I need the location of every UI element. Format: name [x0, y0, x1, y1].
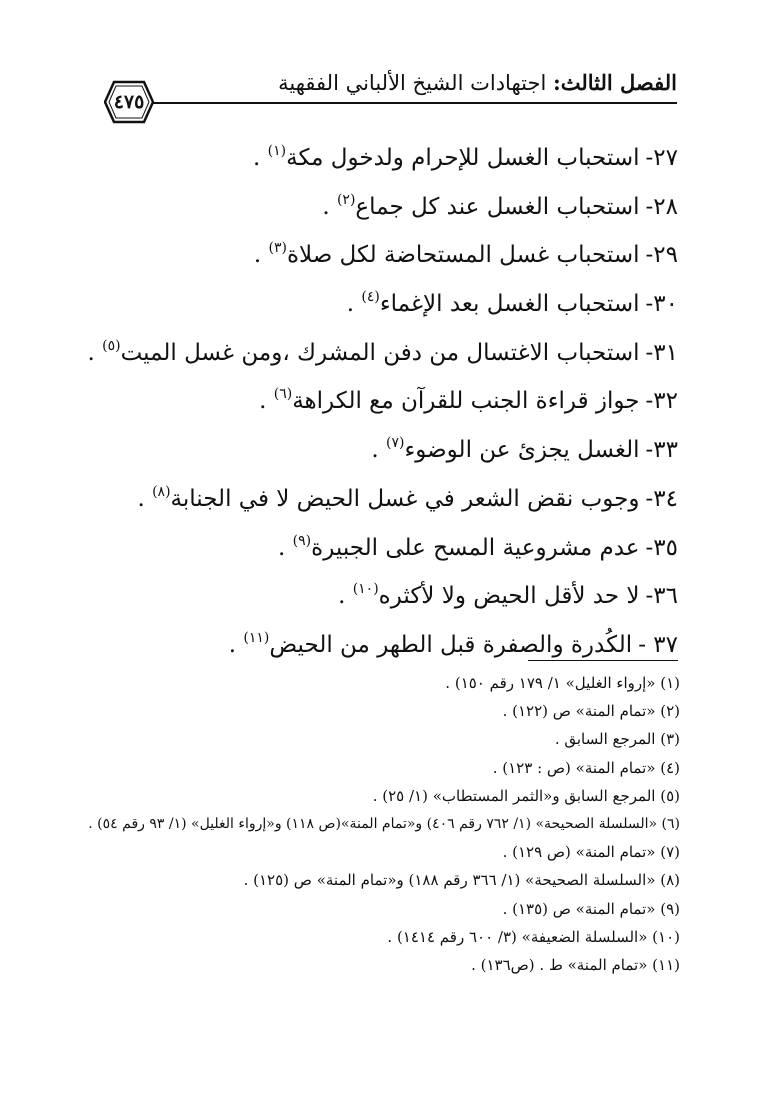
item-number: ٣٥-	[645, 534, 678, 561]
item-number: ٢٩-	[645, 242, 678, 269]
item-end: .	[253, 145, 261, 171]
list-item	[150, 623, 678, 672]
list-item	[137, 477, 678, 526]
item-text: استحباب الغسل للإحرام ولدخول مكة	[286, 145, 640, 171]
footnote: (٦) «السلسلة الصحيحة» (١/ ٧٦٢ رقم ٤٠٦) و«تمام المنة»(ص ١١٨) و«إرواء الغليل» (١/ ٩٣ رقم ٥٤) .	[88, 815, 680, 832]
item-number: ٣١-	[645, 339, 678, 366]
header-title	[278, 68, 677, 98]
footnote: (٢) «تمام المنة» ص (١٢٢) .	[502, 702, 680, 721]
item-text: الكُدرة والصفرة قبل الطهر من الحيض	[269, 631, 633, 658]
footnote-ref: (٧)	[385, 435, 405, 452]
item-number: ٣٤-	[645, 485, 678, 512]
rulings-list	[87, 136, 678, 672]
page-number-badge	[104, 80, 154, 124]
footnote-ref: (٣)	[268, 240, 287, 257]
item-end: .	[346, 291, 355, 318]
item-end: .	[137, 485, 145, 512]
footnote-ref: (١٠)	[352, 581, 379, 598]
footnote-ref: (١)	[267, 143, 287, 160]
item-number: ٣٦-	[645, 583, 678, 610]
footnotes	[88, 669, 680, 979]
footnote: (١١) «تمام المنة» ط . (ص١٣٦) .	[471, 955, 680, 974]
item-end: .	[259, 388, 267, 415]
item-end: .	[253, 242, 262, 269]
item-text: استحباب غسل المستحاضة لكل صلاة	[286, 242, 640, 269]
footnote-ref: (٨)	[152, 484, 171, 501]
item-end: .	[322, 193, 330, 220]
footnote-ref: (٩)	[292, 532, 312, 549]
footnote-ref: (٥)	[102, 337, 121, 354]
footnote: (٨) «السلسلة الصحيحة» (١/ ٣٦٦ رقم ١٨٨) و«تمام المنة» ص (١٢٥) .	[243, 871, 680, 890]
list-item	[150, 136, 678, 185]
item-text: عدم مشروعية المسح على الجبيرة	[311, 534, 640, 561]
running-header	[100, 68, 677, 108]
list-item	[87, 331, 678, 380]
list-item	[150, 428, 678, 477]
footnote-ref: (٦)	[273, 386, 293, 403]
list-item	[150, 233, 678, 282]
footnote: (٤) «تمام المنة» (ص : ١٢٣) .	[492, 758, 680, 777]
item-end: .	[87, 339, 95, 366]
item-text: وجوب نقض الشعر في غسل الحيض لا في الجنابة	[170, 485, 640, 512]
footnote-separator	[528, 660, 678, 661]
list-item	[150, 282, 678, 331]
item-number: ٣٣-	[645, 437, 678, 464]
item-end: .	[371, 437, 379, 464]
chapter-title: اجتهادات الشيخ الألباني الفقهية	[278, 71, 547, 95]
item-number: ٣٢-	[645, 388, 678, 415]
item-number: ٣٠-	[645, 291, 678, 318]
chapter-label: الفصل الثالث:	[552, 70, 677, 95]
item-end: .	[338, 583, 346, 610]
item-text: استحباب الغسل عند كل جماع	[355, 193, 640, 220]
footnote-ref: (٤)	[361, 289, 380, 306]
list-item	[150, 185, 678, 234]
header-rule	[150, 102, 677, 104]
item-number: ٢٧-	[645, 145, 678, 171]
footnote: (٥) المرجع السابق و«الثمر المستطاب» (١/ ٢٥) .	[372, 786, 680, 805]
footnote: (١٠) «السلسلة الضعيفة» (٣/ ٦٠٠ رقم ١٤١٤) .	[387, 927, 680, 946]
footnote-ref: (١١)	[243, 630, 270, 647]
item-number: ٢٨-	[645, 193, 678, 220]
list-item	[150, 574, 678, 623]
item-text: لا حد لأقل الحيض ولا لأكثره	[378, 583, 640, 610]
item-text: استحباب الغسل بعد الإغماء	[379, 291, 640, 318]
item-text: استحباب الاغتسال من دفن المشرك ،ومن غسل الميت	[120, 339, 640, 366]
item-number: ٣٧ -	[638, 631, 678, 658]
item-end: .	[278, 534, 286, 561]
list-item	[150, 526, 678, 575]
item-text: الغسل يجزئ عن الوضوء	[404, 437, 640, 464]
page-number: ٤٧٥	[113, 91, 145, 113]
item-end: .	[228, 631, 237, 658]
item-text: جواز قراءة الجنب للقرآن مع الكراهة	[292, 388, 640, 415]
list-item	[150, 379, 678, 428]
footnote: (٧) «تمام المنة» (ص ١٢٩) .	[502, 843, 680, 862]
footnote: (٣) المرجع السابق .	[554, 730, 680, 749]
footnote: (٩) «تمام المنة» ص (١٣٥) .	[502, 899, 680, 918]
footnote-ref: (٢)	[336, 191, 356, 208]
footnote: (١) «إرواء الغليل» ١/ ١٧٩ رقم ١٥٠) .	[445, 674, 680, 692]
